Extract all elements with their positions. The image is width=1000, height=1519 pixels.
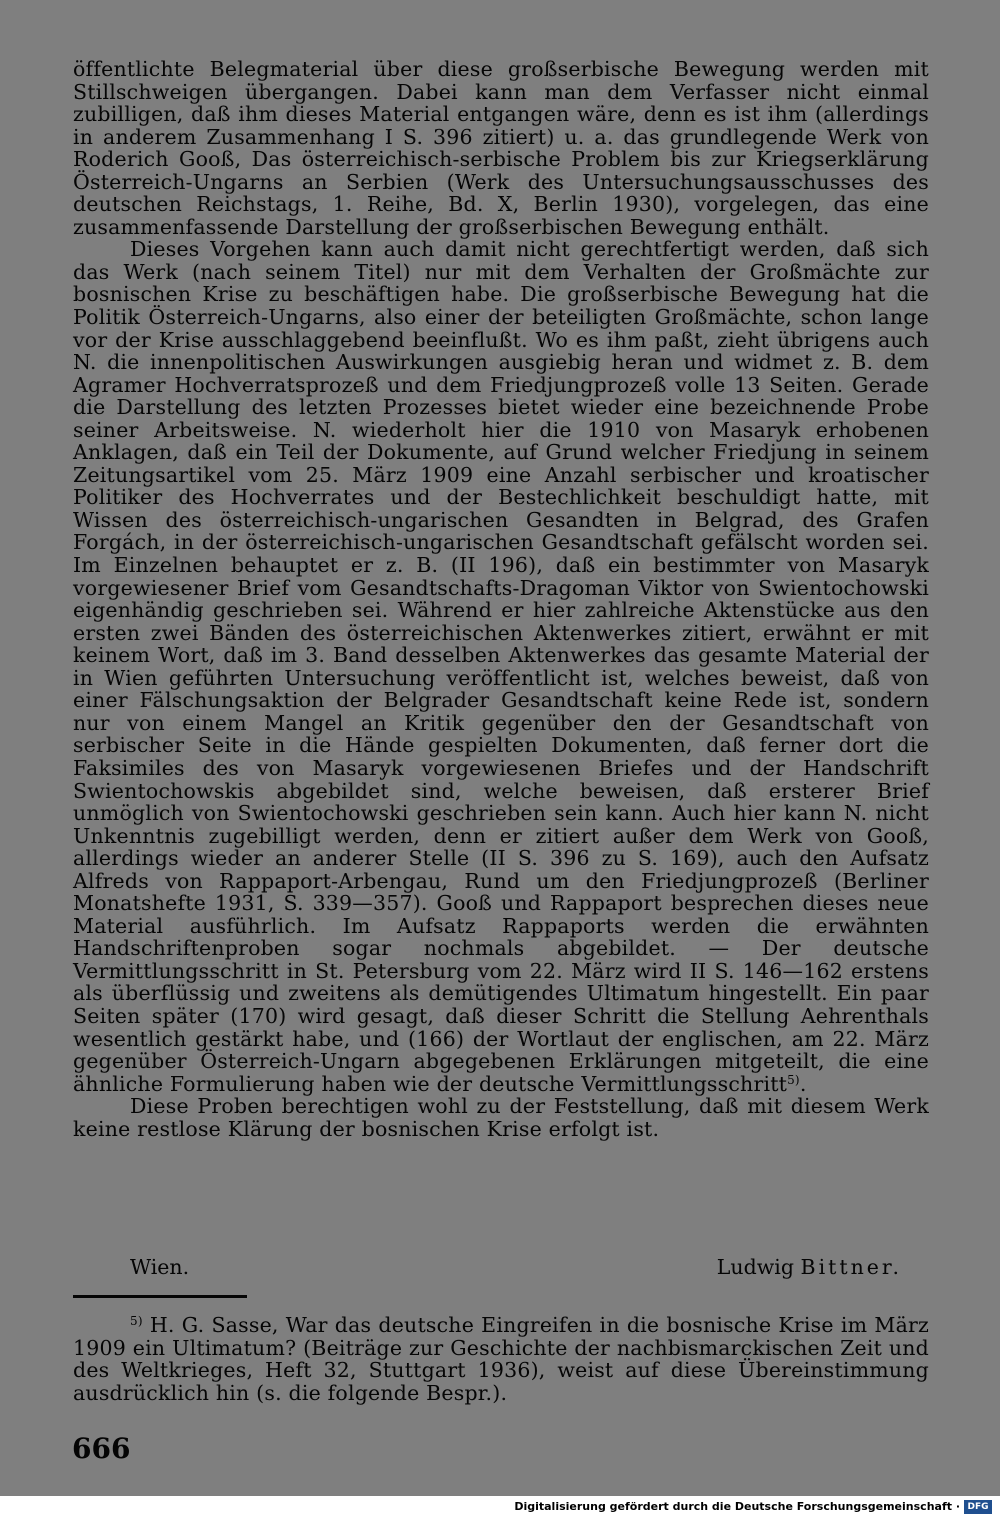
signature-author — [717, 1255, 902, 1279]
footer-credit: Digitalisierung gefördert durch die Deutsche Forschungsgemeinschaft · — [514, 1500, 960, 1513]
footnote-marker: 5) — [130, 1314, 143, 1328]
paragraph-2-text: Dieses Vorgehen kann auch damit nicht gerechtfertigt werden, daß sich das Werk (nach seinem Titel) nur mit dem Verhalten der Großmächte zur bosnischen Krise zu beschäftigen habe. Die großserbische Bewegung hat die Politik Österreich-Ungarns, also einer der beteiligten Großmächte, schon lange vor der Krise ausschlaggebend beeinflußt. Wo es ihm paßt, zieht übrigens auch N. die innenpolitischen Auswirkungen ausgiebig heran und widmet z. B. dem Agramer Hochverratsprozeß und dem Friedjungprozeß volle 13 Seiten. Gerade die Darstellung des letzten Prozesses bietet wieder eine bezeichnende Probe seiner Arbeitsweise. N. wiederholt hier die 1910 von Masaryk erhobenen Anklagen, daß ein Teil der Dokumente, auf Grund welcher Friedjung in seinem Zeitungsartikel vom 25. März 1909 eine Anzahl serbischer und kroatischer Politiker des Hochverrates und der Bestechlichkeit beschuldigt hatte, mit Wissen des österreichisch-ungarischen Gesandten in Belgrad, des Grafen Forgách, in der österreichisch-ungarischen Gesandtschaft gefälscht worden sei. Im Einzelnen behauptet er z. B. (II 196), daß ein bestimmter von Masaryk vorgewiesener Brief vom Gesandtschafts-Dragoman Viktor von Swientochowski eigenhändig geschrieben sei. Während er hier zahlreiche Aktenstücke aus den ersten zwei Bänden des österreichischen Aktenwerkes zitiert, erwähnt er mit keinem Wort, daß im 3. Band desselben Aktenwerkes das gesamte Material der in Wien geführten Untersuchung veröffentlicht ist, welches beweist, daß von einer Fälschungsaktion der Belgrader Gesandtschaft keine Rede ist, sondern nur von einem Mangel an Kritik gegenüber den der Gesandtschaft von serbischer Seite in die Hände gespielten Dokumenten, daß ferner dort die Faksimiles des von Masaryk vorgewiesenen Briefes und der Handschrift Swientochowskis abgebildet sind, welche beweisen, daß ersterer Brief unmöglich von Swientochowski geschrieben sein kann. Auch hier kann N. nicht Unkenntnis zugebilligt werden, denn er zitiert außer dem Werk von Gooß, allerdings wieder an anderer Stelle (II S. 396 zu S. 169), auch den Aufsatz Alfreds von Rappaport-Arbengau, Rund um den Friedjungprozeß (Berliner Monatshefte 1931, S. 339—357). Gooß und Rappaport besprechen dieses neue Material ausführlich. Im Aufsatz Rappaports werden die erwähnten Handschriftenproben sogar nochmals abgebildet. — Der deutsche Vermittlungsschritt in St. Petersburg vom 22. März wird II S. 146—162 erstens als überflüssig und zweitens als demütigendes Ultimatum hingestellt. Ein paar Seiten später (170) wird gesagt, daß dieser Schritt die Stellung Aehrenthals wesentlich gestärkt habe, und (166) der Wortlaut der englischen, am 22. März gegenüber Österreich-Ungarn abgegebenen Erklärungen mitgeteilt, die eine ähnliche Formulierung haben wie der deutsche Vermittlungsschritt — [73, 237, 929, 1096]
page-number: 666 — [72, 1432, 131, 1465]
paragraph-2-end: . — [799, 1071, 807, 1096]
signature-line — [130, 1255, 902, 1279]
signature-place: Wien. — [130, 1255, 190, 1279]
author-last-name: Bittner. — [800, 1255, 902, 1279]
author-first-name: Ludwig — [716, 1255, 794, 1279]
footnote-paragraph — [73, 1314, 929, 1404]
footnote-text: H. G. Sasse, War das deutsche Eingreifen in die bosnische Krise im März 1909 ein Ultimatum? (Beiträge zur Geschichte der nachbismarckischen Zeit und des Weltkrieges, Heft 32, Stuttgart 1936), weist auf diese Übereinstimmung ausdrücklich hin (s. die folgende Bespr.). — [73, 1313, 930, 1405]
paragraph-1: öffentlichte Belegmaterial über diese großserbische Bewegung werden mit Stillschweigen übergangen. Dabei kann man dem Verfasser nicht einmal zubilligen, daß ihm dieses Material entgangen wäre, denn es ist ihm (allerdings in anderem Zusammenhang I S. 396 zitiert) u. a. das grundlegende Werk von Roderich Gooß, Das österreichisch-serbische Problem bis zur Kriegserklärung Österreich-Ungarns an Serbien (Werk des Untersuchungsausschusses des deutschen Reichstags, 1. Reihe, Bd. X, Berlin 1930), vorgelegen, das eine zusammenfassende Darstellung der großserbischen Bewegung enthält. — [73, 57, 929, 239]
dfg-logo-icon: DFG — [964, 1500, 992, 1514]
footnote-divider — [73, 1295, 247, 1298]
paragraph-2 — [73, 238, 929, 1095]
paragraph-3: Diese Proben berechtigen wohl zu der Feststellung, daß mit diesem Werk keine restlose Klärung der bosnischen Krise erfolgt ist. — [73, 1094, 929, 1141]
footnote-reference[interactable]: 5) — [787, 1072, 800, 1087]
digitization-footer — [0, 1496, 1000, 1519]
footnote — [73, 1314, 929, 1404]
main-text-block — [73, 58, 929, 1140]
